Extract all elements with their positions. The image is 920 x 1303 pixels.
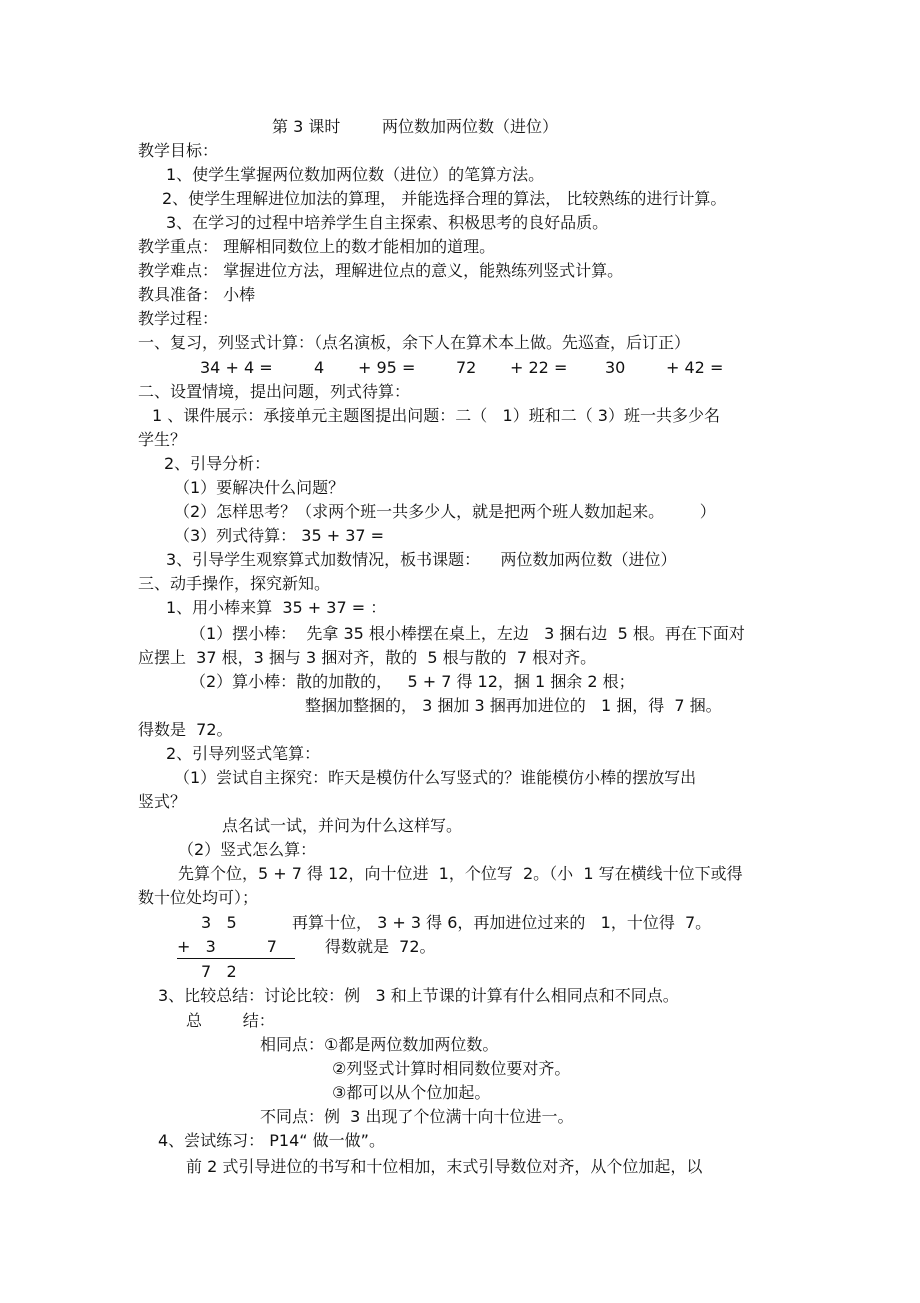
review-exercise: + 22 = <box>510 358 568 377</box>
vertical-explain-tens: 再算十位， 3 + 3 得 6，再加进位过来的 1，十位得 7。 <box>292 913 712 932</box>
key-point: 教学重点： 理解相同数位上的数才能相加的道理。 <box>138 237 496 256</box>
same-point-3: ③都可以从个位加起。 <box>332 1083 491 1102</box>
review-exercise: 30 <box>605 358 626 377</box>
different-point: 不同点：例 3 出现了个位满十向十位进一。 <box>260 1107 574 1126</box>
section3-step1: 1、用小棒来算 35 + 37 = ： <box>166 598 387 617</box>
vertical-result: 7 2 <box>201 962 237 981</box>
section3-step1-p1-cont: 应摆上 37 根，3 捆与 3 捆对齐，散的 5 根与散的 7 根对齐。 <box>138 648 597 667</box>
section2-item2: 2、引导分析： <box>164 454 271 473</box>
section3-step2-p2-text: 先算个位，5 + 7 得 12，向十位进 1，个位写 2。（小 1 写在横线十位下或得 <box>178 864 743 883</box>
section3-heading: 三、动手操作，探究新知。 <box>138 574 331 593</box>
review-heading: 一、复习，列竖式计算：（点名演板，余下人在算术本上做。先巡查，后订正） <box>138 333 691 352</box>
section3-step1-p1: （1）摆小棒： 先拿 35 根小棒摆在桌上，左边 3 捆右边 5 根。再在下面对 <box>190 624 745 643</box>
same-point-1: 相同点：①都是两位数加两位数。 <box>260 1035 499 1054</box>
section3-step2-p1-cont: 竖式？ <box>138 792 187 811</box>
summary-label: 总 结： <box>186 1011 275 1030</box>
section2-item3: 3、引导学生观察算式加数情况，板书课题： 两位数加两位数（进位） <box>166 550 677 569</box>
objective-2: 2、使学生理解进位加法的算理， 并能选择合理的算法， 比较熟练的进行计算。 <box>162 189 727 208</box>
materials: 教具准备： 小棒 <box>138 285 256 304</box>
section3-step2-p1-call: 点名试一试，并问为什么这样写。 <box>222 816 463 835</box>
review-exercise: + 42 = <box>666 358 724 377</box>
vertical-second: + 3 7 <box>177 937 277 956</box>
section2-heading: 二、设置情境，提出问题，列式待算： <box>138 382 411 401</box>
vertical-underline <box>177 958 295 959</box>
section3-step2-p2: （2）竖式怎么算： <box>178 840 317 859</box>
section2-item1-cont: 学生？ <box>138 430 187 449</box>
section3-step3: 3、比较总结：讨论比较：例 3 和上节课的计算有什么相同点和不同点。 <box>158 986 679 1005</box>
objective-1: 1、使学生掌握两位数加两位数（进位）的笔算方法。 <box>166 165 545 184</box>
objective-3: 3、在学习的过程中培养学生自主探索、积极思考的良好品质。 <box>166 213 609 232</box>
lesson-number: 第 3 课时 <box>272 117 341 136</box>
review-exercise: 72 <box>456 358 477 377</box>
objectives-heading: 教学目标： <box>138 141 219 160</box>
section3-step1-p2: （2）算小棒：散的加散的， 5 + 7 得 12，捆 1 捆余 2 根； <box>190 672 635 691</box>
process-heading: 教学过程： <box>138 309 219 328</box>
review-exercise: 4 <box>314 358 325 377</box>
section2-q2: （2）怎样思考？（求两个班一共多少人，就是把两个班人数加起来。 ） <box>174 502 716 521</box>
vertical-top: 3 5 <box>201 913 237 932</box>
section3-step1-p2-cont: 整捆加整捆的， 3 捆加 3 捆再加进位的 1 捆，得 7 捆。 <box>305 696 722 715</box>
review-exercise: + 95 = <box>358 358 416 377</box>
difficulty: 教学难点： 掌握进位方法，理解进位点的意义，能熟练列竖式计算。 <box>138 261 624 280</box>
section2-q3: （3）列式待算： 35 + 37 = <box>174 526 385 545</box>
section3-step2-p2-cont: 数十位处均可）； <box>138 888 259 907</box>
lesson-title: 两位数加两位数（进位） <box>382 117 559 136</box>
section3-step1-result: 得数是 72。 <box>138 720 233 739</box>
section3-step4-text: 前 2 式引导进位的书写和十位相加，末式引导数位对齐，从个位加起，以 <box>186 1157 703 1176</box>
section2-q1: （1）要解决什么问题？ <box>174 478 345 497</box>
section2-item1: 1 、课件展示：承接单元主题图提出问题：二（ 1）班和二（ 3）班一共多少名 <box>152 406 720 425</box>
section3-step2: 2、引导列竖式笔算： <box>166 744 321 763</box>
same-point-2: ②列竖式计算时相同数位要对齐。 <box>332 1059 571 1078</box>
review-exercise: 34 + 4 = <box>200 358 273 377</box>
section3-step2-p1: （1）尝试自主探究：昨天是模仿什么写竖式的？谁能模仿小棒的摆放写出 <box>174 768 697 787</box>
section3-step4: 4、尝试练习： P14“ 做一做”。 <box>158 1131 385 1150</box>
vertical-explain-result: 得数就是 72。 <box>325 937 436 956</box>
